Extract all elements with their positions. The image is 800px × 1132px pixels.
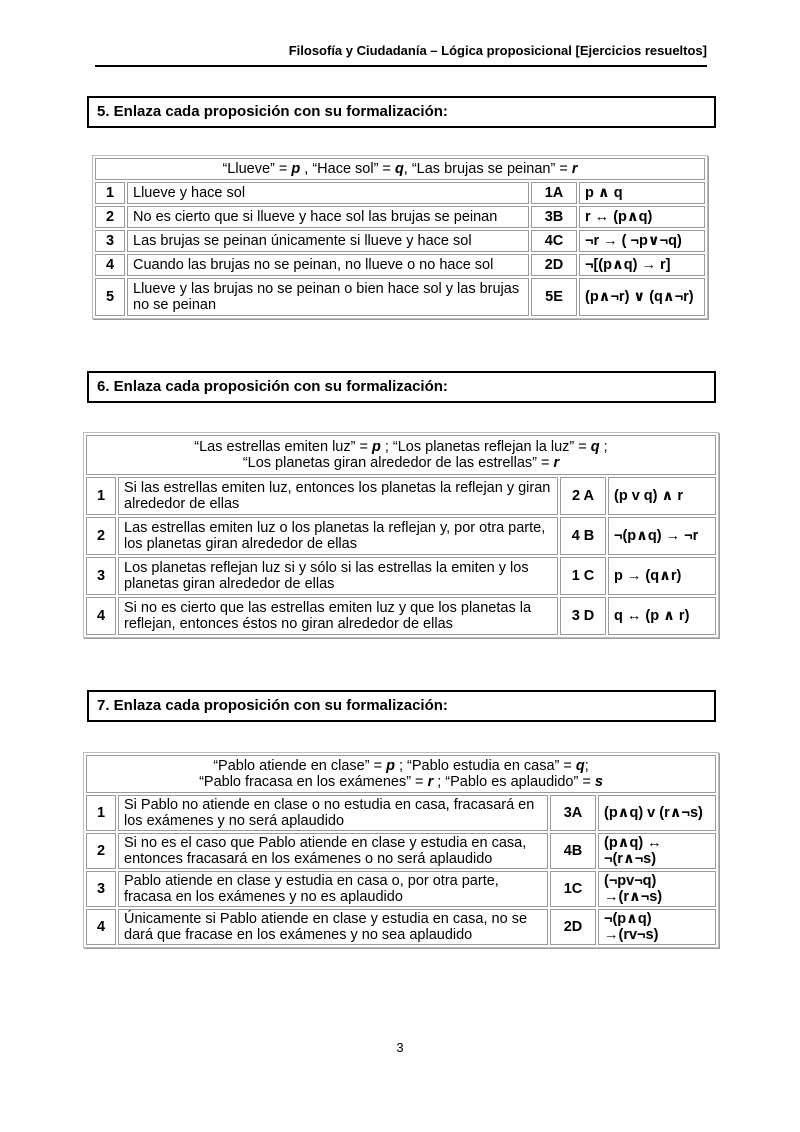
exercise-6-table — [83, 432, 719, 638]
table-row: 3 Pablo atiende en clase y estudia en casa o, por otra parte, fracasa en los exámenes y no es aplaudido 1C (¬pv¬q) →(r∧¬s) — [86, 871, 716, 907]
header-title: Filosofía y Ciudadanía – Lógica proposicional [Ejercicios resueltos] — [288, 43, 707, 58]
table-row: 2 Las estrellas emiten luz o los planetas la reflejan y, por otra parte, los planetas giran alrededor de ellas 4 B ¬(p∧q) → ¬r — [86, 517, 716, 555]
exercise-5-table — [92, 155, 708, 319]
table-row: 4 Cuando las brujas no se peinan, no llueve o no hace sol 2D ¬[(p∧q) → r] — [95, 254, 705, 276]
page-number: 3 — [396, 1040, 404, 1055]
exercise-6-legend: “Las estrellas emiten luz” = p ; “Los planetas reflejan la luz” = q ; “Los planetas giran alrededor de las estrellas” = r — [86, 435, 716, 475]
table-row: 3 Las brujas se peinan únicamente si llueve y hace sol 4C ¬r → ( ¬p∨¬q) — [95, 230, 705, 252]
table-row: 3 Los planetas reflejan luz si y sólo si las estrellas la emiten y los planetas giran alrededor de ellas 1 C p → (q∧r) — [86, 557, 716, 595]
exercise-7-table — [83, 752, 719, 948]
running-header — [95, 40, 707, 67]
table-row: 1 Si las estrellas emiten luz, entonces los planetas la reflejan y giran alrededor de ellas 2 A (p v q) ∧ r — [86, 477, 716, 515]
exercise-7-title: 7. Enlaza cada proposición con su formalización: — [87, 690, 716, 722]
table-row: 2 No es cierto que si llueve y hace sol las brujas se peinan 3B r ↔ (p∧q) — [95, 206, 705, 228]
table-row: 2 Si no es el caso que Pablo atiende en clase y estudia en casa, entonces fracasará en los exámenes o no será aplaudido 4B (p∧q) ↔ ¬(r∧¬s) — [86, 833, 716, 869]
table-row: 4 Si no es cierto que las estrellas emiten luz y que los planetas la reflejan, entonces éstos no giran alrededor de ellas 3 D q ↔ (p ∧ r) — [86, 597, 716, 635]
table-row: 4 Únicamente si Pablo atiende en clase y estudia en casa, no se dará que fracase en los exámenes y no sea aplaudido 2D ¬(p∧q) →(rv¬s) — [86, 909, 716, 945]
exercise-6-title: 6. Enlaza cada proposición con su formalización: — [87, 371, 716, 403]
exercise-5-legend: “Llueve” = p , “Hace sol” = q, “Las brujas se peinan” = r — [95, 158, 705, 180]
table-row: 5 Llueve y las brujas no se peinan o bien hace sol y las brujas no se peinan 5E (p∧¬r) ∨ (q∧¬r) — [95, 278, 705, 316]
exercise-5-title: 5. Enlaza cada proposición con su formalización: — [87, 96, 716, 128]
table-row: 1 Si Pablo no atiende en clase o no estudia en casa, fracasará en los exámenes y no será aplaudido 3A (p∧q) v (r∧¬s) — [86, 795, 716, 831]
table-row: 1 Llueve y hace sol 1A p ∧ q — [95, 182, 705, 204]
exercise-7-legend: “Pablo atiende en clase” = p ; “Pablo estudia en casa” = q; “Pablo fracasa en los exámenes” = r ; “Pablo es aplaudido” = s — [86, 755, 716, 793]
